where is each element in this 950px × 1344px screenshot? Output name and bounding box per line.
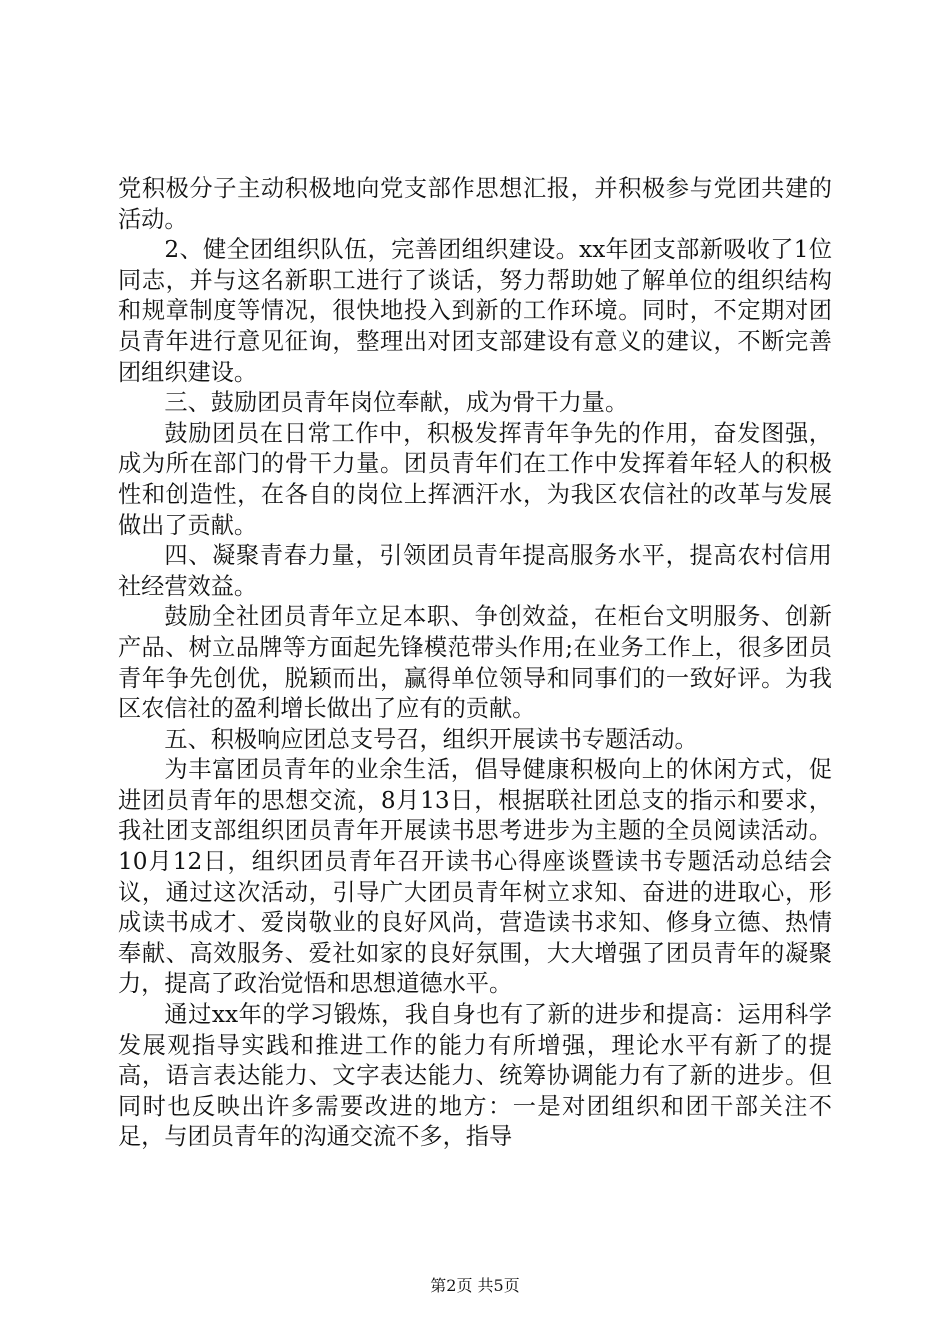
- page-footer: [0, 1276, 950, 1296]
- section-heading-3: 三、鼓励团员青年岗位奉献，成为骨干力量。: [164, 389, 629, 417]
- section-heading-4: 四、凝聚青春力量，引领团员青年提高服务水平，提高农村信用社经营效益。: [118, 542, 832, 600]
- document-body: [118, 174, 832, 1153]
- paragraph-9: 通过xx年的学习锻炼，我自身也有了新的进步和提高：运用科学发展观指导实践和推进工作的能力有所增强，理论水平有新了的提高，语言表达能力、文字表达能力、统筹协调能力有了新的进步。但同时也反映出许多需要改进的地方：一是对团组织和团干部关注不足，与团员青年的沟通交流不多，指导: [118, 1001, 832, 1151]
- paragraph-2: 2、健全团组织队伍，完善团组织建设。xx年团支部新吸收了1位同志，并与这名新职工进行了谈话，努力帮助她了解单位的组织结构和规章制度等情况，很快地投入到新的工作环境。同时，不定期对团员青年进行意见征询，整理出对团支部建设有意义的建议，不断完善团组织建设。: [118, 236, 832, 386]
- paragraph-4: 鼓励团员在日常工作中，积极发挥青年争先的作用，奋发图强，成为所在部门的骨干力量。团员青年们在工作中发挥着年轻人的积极性和创造性，在各自的岗位上挥洒汗水，为我区农信社的改革与发展做出了贡献。: [118, 419, 832, 539]
- section-heading-5: 五、积极响应团总支号召，组织开展读书专题活动。: [164, 725, 698, 753]
- paragraph-1: 党积极分子主动积极地向党支部作思想汇报，并积极参与党团共建的活动。: [118, 175, 832, 233]
- page-number: 第2页 共5页: [430, 1276, 520, 1295]
- paragraph-6: 鼓励全社团员青年立足本职、争创效益，在柜台文明服务、创新产品、树立品牌等方面起先锋模范带头作用;在业务工作上，很多团员青年争先创优，脱颖而出，赢得单位领导和同事们的一致好评。为我区农信社的盈利增长做出了应有的贡献。: [118, 603, 832, 723]
- paragraph-8: 为丰富团员青年的业余生活，倡导健康积极向上的休闲方式，促进团员青年的思想交流，8月13日，根据联社团总支的指示和要求，我社团支部组织团员青年开展读书思考进步为主题的全员阅读活动。10月12日，组织团员青年召开读书心得座谈暨读书专题活动总结会议，通过这次活动，引导广大团员青年树立求知、奋进的进取心，形成读书成才、爱岗敬业的良好风尚，营造读书求知、修身立德、热情奉献、高效服务、爱社如家的良好氛围，大大增强了团员青年的凝聚力，提高了政治觉悟和思想道德水平。: [118, 756, 832, 998]
